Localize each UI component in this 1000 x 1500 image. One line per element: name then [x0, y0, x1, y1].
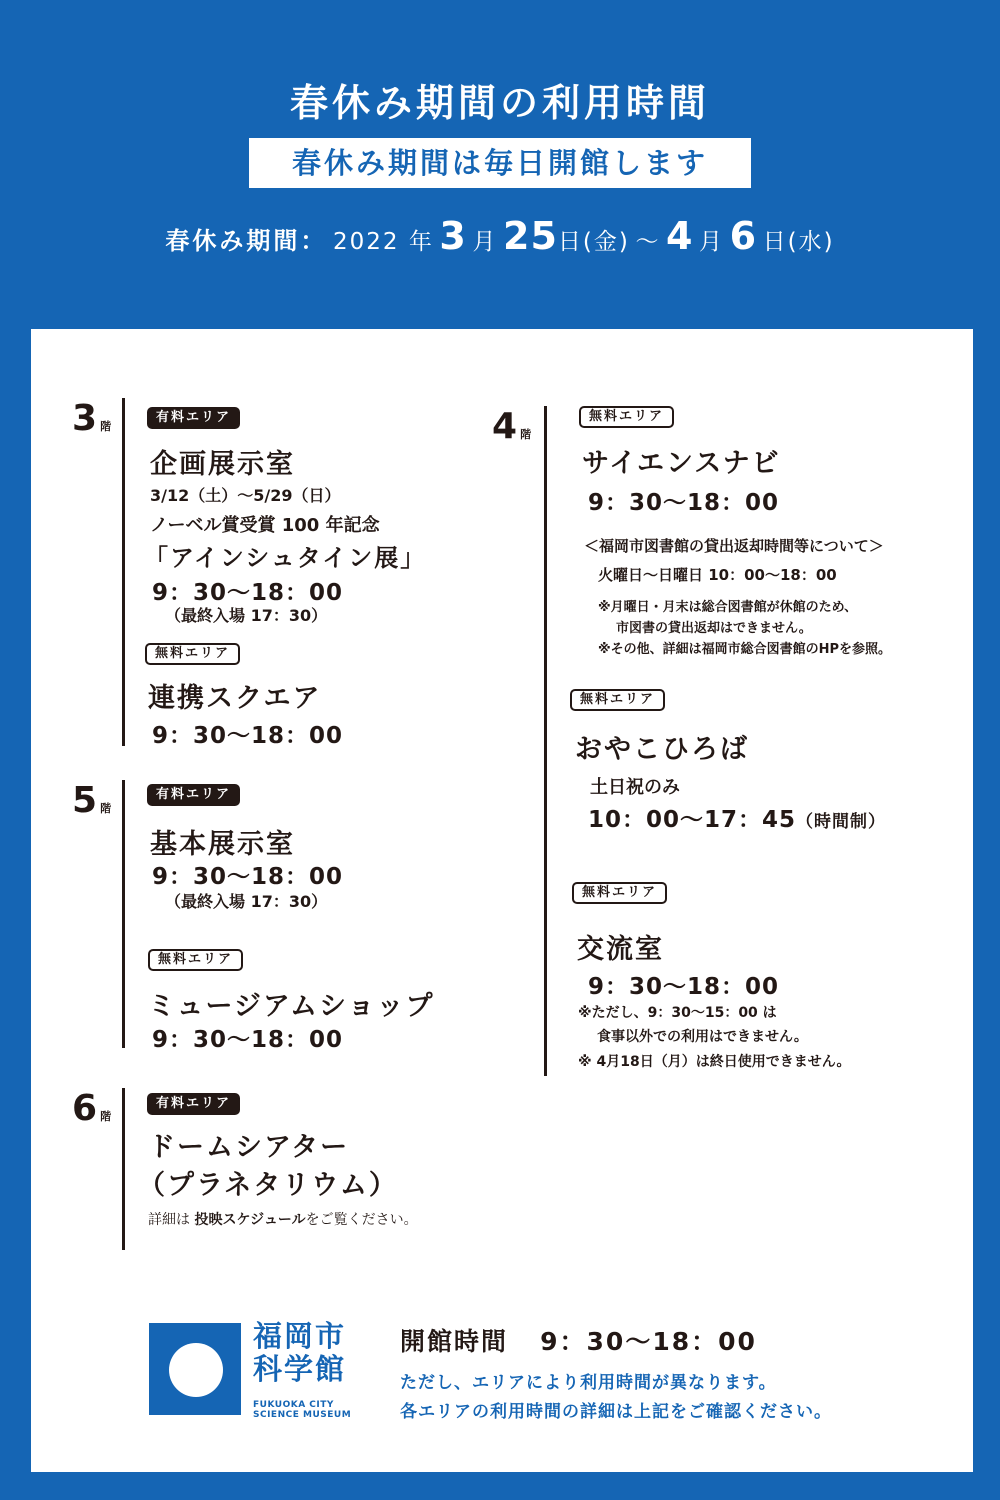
oyako-hours: 10：00～17：45（時間制）	[588, 807, 887, 833]
exchange-note-1-cont: 食事以外での利用はできません。	[597, 1029, 808, 1045]
period-line	[0, 214, 1000, 258]
floor-4-divider	[544, 406, 547, 1076]
period-end-month: 4	[666, 214, 694, 258]
schedule-link-text: 投映スケジュール	[194, 1212, 306, 1228]
free-area-badge: 無料エリア	[570, 689, 665, 711]
page-title: 春休み期間の利用時間	[289, 81, 710, 125]
period-start-month: 3	[439, 214, 467, 258]
period-month-unit-2: 月	[699, 229, 725, 255]
dome-note: 詳細は 投映スケジュールをご覧ください。	[148, 1212, 418, 1228]
planning-hours: 9：30～18：00	[152, 580, 344, 606]
planning-dates: 3/12（土）～5/29（日）	[150, 486, 341, 505]
period-end-day: 6	[729, 214, 758, 258]
basic-hours: 9：30～18：00	[152, 864, 344, 890]
planning-last-entry: （最終入場 17：30）	[165, 606, 328, 625]
exchange-note-2: ※ 4月18日（月）は終日使用できません。	[578, 1054, 851, 1070]
basic-last-entry: （最終入場 17：30）	[165, 892, 328, 911]
hours-note-1: ただし、エリアにより利用時間が異なります。	[400, 1373, 777, 1393]
period-end-dow: 日(水)	[762, 229, 835, 255]
floor-6-label: 6 階	[72, 1088, 112, 1129]
library-note-2: ※その他、詳細は福岡市総合図書館のHPを参照。	[598, 642, 892, 657]
period-start-day: 25	[503, 214, 558, 258]
notice-banner: 春休み期間は毎日開館します	[249, 138, 751, 188]
museum-logo-mark	[149, 1323, 241, 1415]
exchange-hours: 9：30～18：00	[588, 974, 780, 1000]
planetarium-name: （プラネタリウム）	[138, 1170, 398, 1201]
floor-4-label: 4 階	[492, 406, 532, 447]
paid-area-badge: 有料エリア	[147, 784, 240, 806]
shop-hours: 9：30～18：00	[152, 1027, 344, 1053]
period-start-dow: 日(金)	[557, 229, 630, 255]
floor-6-divider	[122, 1088, 125, 1250]
museum-logo-text: 福岡市 科学館	[253, 1319, 347, 1386]
square-room-name: 連携スクエア	[148, 683, 322, 714]
museum-logo-english: FUKUOKA CITY SCIENCE MUSEUM	[253, 1400, 352, 1420]
exchange-note-1: ※ただし、9：30～15：00 は	[578, 1005, 777, 1021]
period-year: 2022 年	[332, 229, 434, 255]
floor-3-divider	[122, 398, 125, 746]
exchange-room-name: 交流室	[577, 934, 664, 965]
free-area-badge: 無料エリア	[579, 406, 674, 428]
dome-theater-name: ドームシアター	[148, 1132, 350, 1163]
planning-subtitle: ノーベル賞受賞 100 年記念	[150, 515, 380, 536]
logo-circle	[169, 1343, 223, 1397]
paid-area-badge: 有料エリア	[147, 407, 240, 429]
shop-name: ミュージアムショップ	[148, 991, 435, 1022]
basic-room-name: 基本展示室	[150, 829, 295, 860]
floor-5-divider	[122, 780, 125, 1048]
hours-note-2: 各エリアの利用時間の詳細は上記をご確認ください。	[400, 1402, 832, 1422]
paid-area-badge: 有料エリア	[147, 1093, 240, 1115]
oyako-hiroba-name: おやこひろば	[575, 734, 749, 765]
square-hours: 9：30～18：00	[152, 723, 344, 749]
library-note-1: ※月曜日・月末は総合図書館が休館のため、	[598, 600, 858, 615]
free-area-badge: 無料エリア	[145, 643, 240, 665]
planning-exhibit: 「アインシュタイン展」	[144, 544, 427, 572]
planning-room-name: 企画展示室	[150, 449, 295, 480]
library-title: ＜福岡市図書館の貸出返却時間等について＞	[584, 537, 884, 555]
opening-hours: 開館時間 9：30～18：00	[400, 1327, 757, 1356]
oyako-days: 土日祝のみ	[590, 777, 680, 798]
free-area-badge: 無料エリア	[572, 882, 667, 904]
science-navi-hours: 9：30～18：00	[588, 490, 780, 516]
library-hours: 火曜日～日曜日 10：00～18：00	[598, 566, 837, 584]
floor-5-label: 5 階	[72, 780, 112, 821]
library-note-1-cont: 市図書の貸出返却はできません。	[616, 621, 812, 636]
period-label: 春休み期間：	[165, 227, 328, 255]
science-navi-name: サイエンスナビ	[582, 448, 781, 479]
period-separator: ～	[635, 229, 661, 255]
floor-3-label: 3 階	[72, 398, 112, 439]
free-area-badge: 無料エリア	[148, 949, 243, 971]
period-month-unit: 月	[472, 229, 498, 255]
